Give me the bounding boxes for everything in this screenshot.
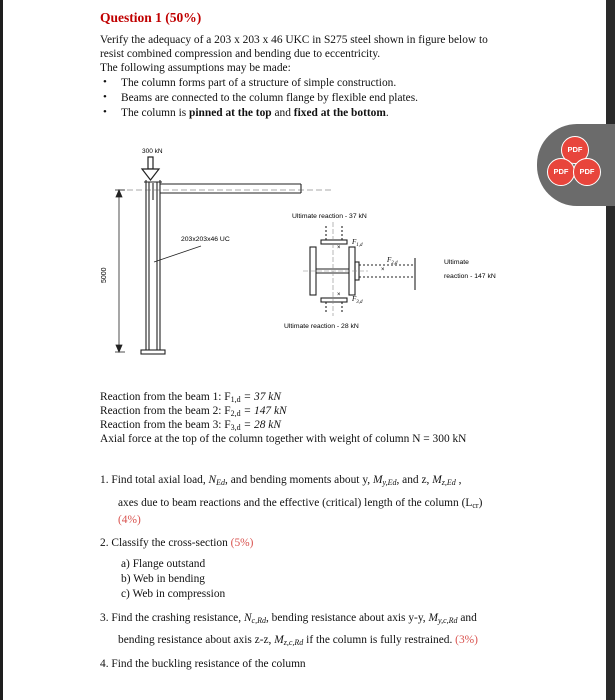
task-1-line-2: axes due to beam reactions and the effective (critical) length of the column $(L_{cr})$ bbox=[118, 497, 483, 510]
bullet-dot: • bbox=[103, 106, 107, 118]
intro-line-1: Verify the adequacy of a 203 x 203 x 46 UKC in S275 steel shown in figure below to bbox=[100, 34, 488, 46]
task-2b: b) Web in bending bbox=[121, 573, 205, 585]
assumptions-heading: The following assumptions may be made: bbox=[100, 62, 291, 74]
force-label-f2: $F_{2,d}$ bbox=[387, 256, 398, 266]
task-1-line-1: 1. Find total axial load, $N_{Ed}$, and bending moments about y, $M_{y,Ed}$, and z, $M_{z,Ed}$ , bbox=[100, 474, 462, 487]
question-title: Question 1 (50%) bbox=[100, 10, 202, 25]
pdf-icon[interactable]: PDF bbox=[547, 158, 575, 186]
assumption-1: The column forms part of a structure of simple construction. bbox=[121, 77, 397, 89]
reaction-label-top: Ultimate reaction - 37 kN bbox=[292, 213, 367, 220]
dimension-line bbox=[115, 190, 125, 352]
task-3-line-2: bending resistance about axis z-z, $M_{z,c,Rd}$ if the column is fully restrained. (3%) bbox=[118, 634, 478, 647]
pdf-widget[interactable] bbox=[537, 124, 615, 206]
task-2a: a) Flange outstand bbox=[121, 558, 206, 570]
reaction-beam-1: Reaction from the beam 1: $F_{1,d} = 37$ kN bbox=[100, 391, 281, 404]
reaction-label-right-2: reaction - 147 kN bbox=[444, 273, 496, 280]
bullet-dot: • bbox=[103, 91, 107, 103]
load-arrow bbox=[142, 157, 159, 180]
reaction-label-bottom: Ultimate reaction - 28 kN bbox=[284, 323, 359, 330]
reaction-beam-3: Reaction from the beam 3: $F_{3,d} = 28$ kN bbox=[100, 419, 281, 432]
x-mark-2: × bbox=[381, 267, 385, 273]
task-2c: c) Web in compression bbox=[121, 588, 226, 600]
x-mark-1: × bbox=[337, 245, 341, 251]
document-page bbox=[3, 0, 606, 700]
reaction-label-right-1: Ultimate bbox=[444, 259, 469, 266]
load-label: 300 kN bbox=[142, 148, 163, 155]
x-mark-3: × bbox=[337, 292, 341, 298]
intro-line-2: resist combined compression and bending due to eccentricity. bbox=[100, 48, 381, 60]
beam bbox=[160, 184, 301, 193]
task-2: 2. Classify the cross-section (5%) bbox=[100, 537, 254, 549]
bullet-dot: • bbox=[103, 76, 107, 88]
task-1-percent: (4%) bbox=[118, 514, 141, 526]
force-label-f3: $F_{3,d}$ bbox=[352, 295, 363, 305]
reaction-beam-2: Reaction from the beam 2: $F_{2,d} = 147$ kN bbox=[100, 405, 287, 418]
side-panel-edge bbox=[606, 0, 615, 700]
task-3-line-1: 3. Find the crashing resistance, $N_{c,Rd}$, bending resistance about axis y-y, $M_{y,c,Rd}$ and bbox=[100, 612, 477, 625]
force-label-f1: $F_{1,d}$ bbox=[352, 238, 363, 248]
section-label: 203x203x46 UC bbox=[181, 236, 230, 243]
assumption-2: Beams are connected to the column flange by flexible end plates. bbox=[121, 92, 418, 104]
height-label: 5000 bbox=[101, 267, 108, 283]
assumption-3: The column is pinned at the top and fixed at the bottom. bbox=[121, 107, 389, 119]
task-4: 4. Find the buckling resistance of the column bbox=[100, 658, 306, 670]
pdf-icon[interactable]: PDF bbox=[573, 158, 601, 186]
column-figure bbox=[3, 0, 606, 380]
column bbox=[141, 180, 165, 354]
axial-force: Axial force at the top of the column together with weight of column N = 300 kN bbox=[100, 433, 467, 445]
pdf-icon[interactable]: PDF bbox=[561, 136, 589, 164]
